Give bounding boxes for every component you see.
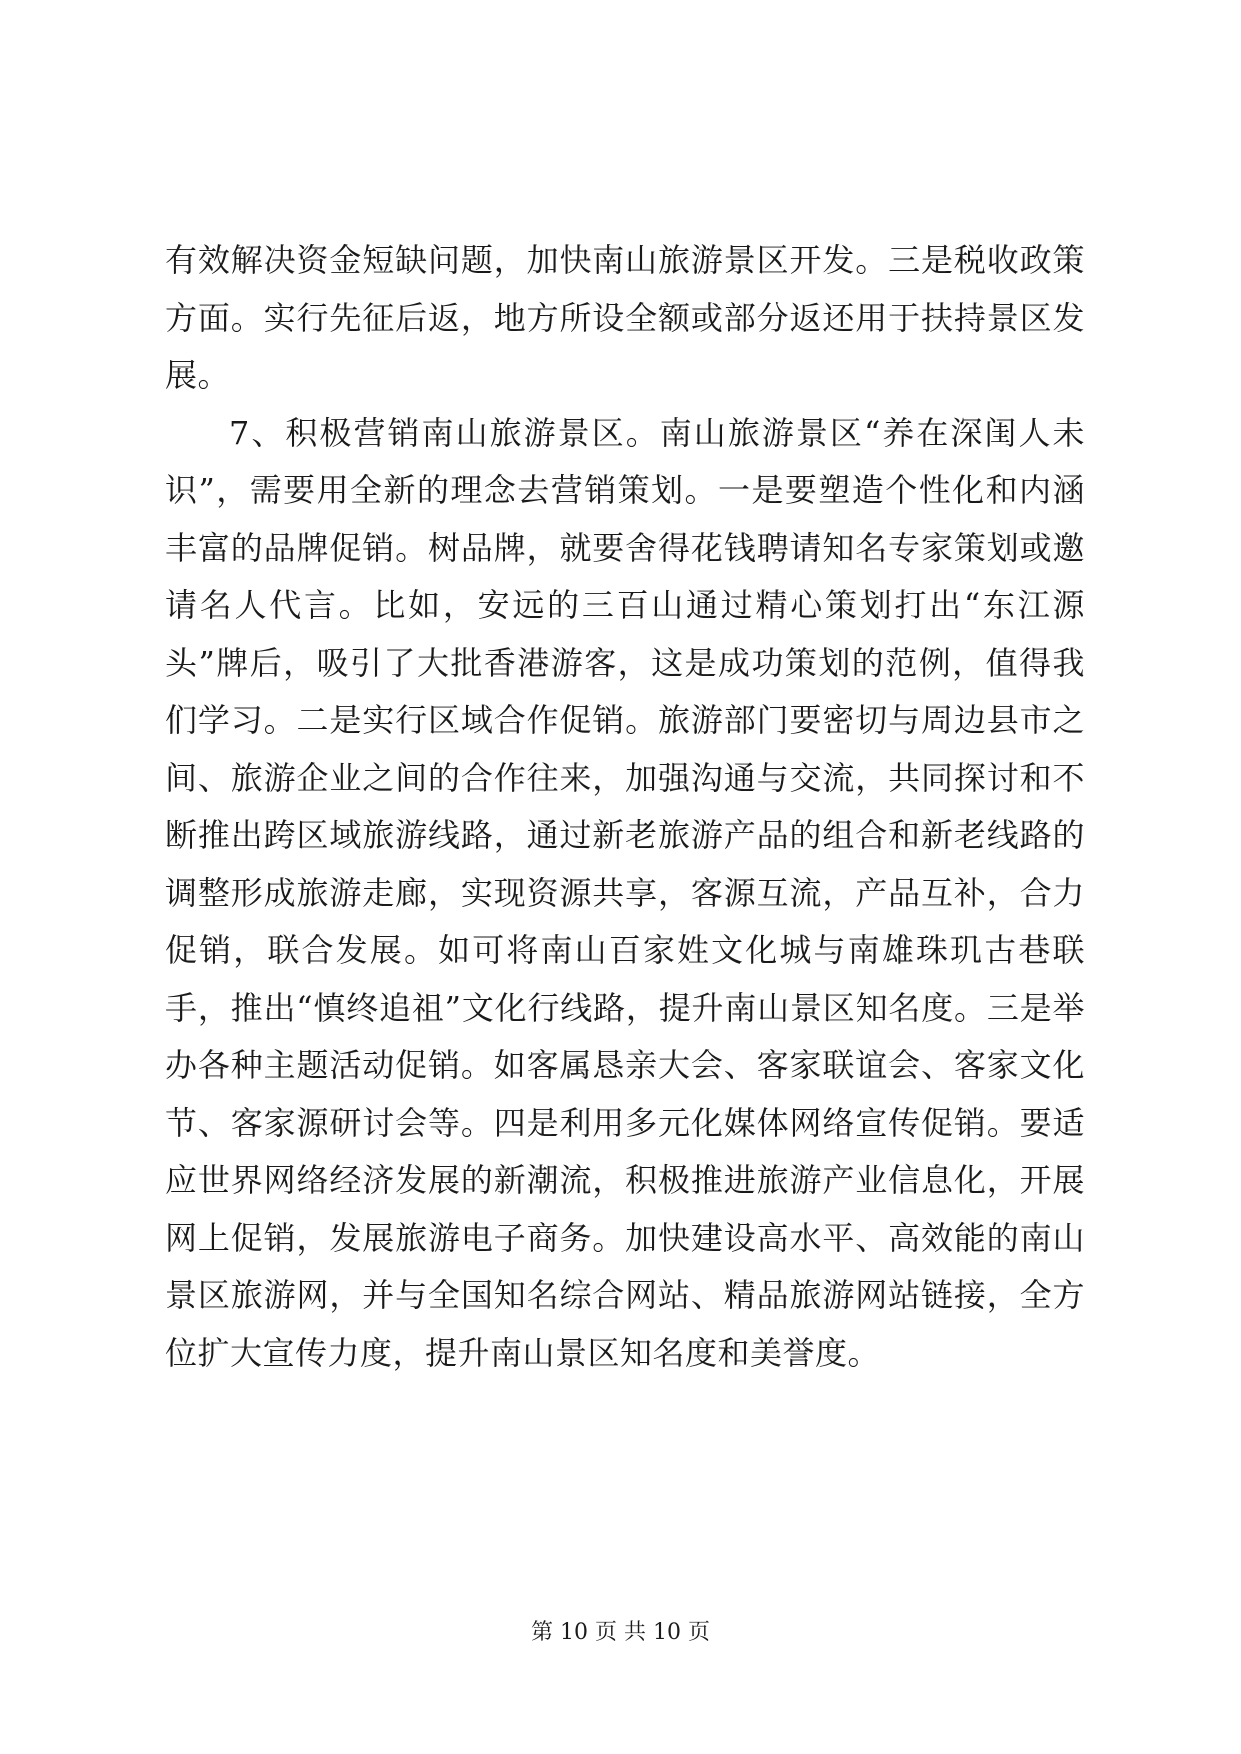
paragraph-continuation: 有效解决资金短缺问题，加快南山旅游景区开发。三是税收政策方面。实行先征后返，地方所设全额或部分返还用于扶持景区发展。 (165, 241, 1085, 394)
document-body (165, 232, 1085, 1382)
page-number-footer: 第 10 页 共 10 页 (531, 1620, 710, 1645)
paragraph-marketing: 7、积极营销南山旅游景区。南山旅游景区“养在深闺人未识”，需要用全新的理念去营销策划。一是要塑造个性化和内涵丰富的品牌促销。树品牌，就要舍得花钱聘请知名专家策划或邀请名人代言。比如，安远的三百山通过精心策划打出“东江源头”牌后，吸引了大批香港游客，这是成功策划的范例，值得我们学习。二是实行区域合作促销。旅游部门要密切与周边县市之间、旅游企业之间的合作往来，加强沟通与交流，共同探讨和不断推出跨区域旅游线路，通过新老旅游产品的组合和新老线路的调整形成旅游走廊，实现资源共享，客源互流，产品互补，合力促销，联合发展。如可将南山百家姓文化城与南雄珠玑古巷联手，推出“慎终追祖”文化行线路，提升南山景区知名度。三是举办各种主题活动促销。如客属恳亲大会、客家联谊会、客家文化节、客家源研讨会等。四是利用多元化媒体网络宣传促销。要适应世界网络经济发展的新潮流，积极推进旅游产业信息化，开展网上促销，发展旅游电子商务。加快建设高水平、高效能的南山景区旅游网，并与全国知名综合网站、精品旅游网站链接，全方位扩大宣传力度，提升南山景区知名度和美誉度。 (165, 413, 1085, 1372)
